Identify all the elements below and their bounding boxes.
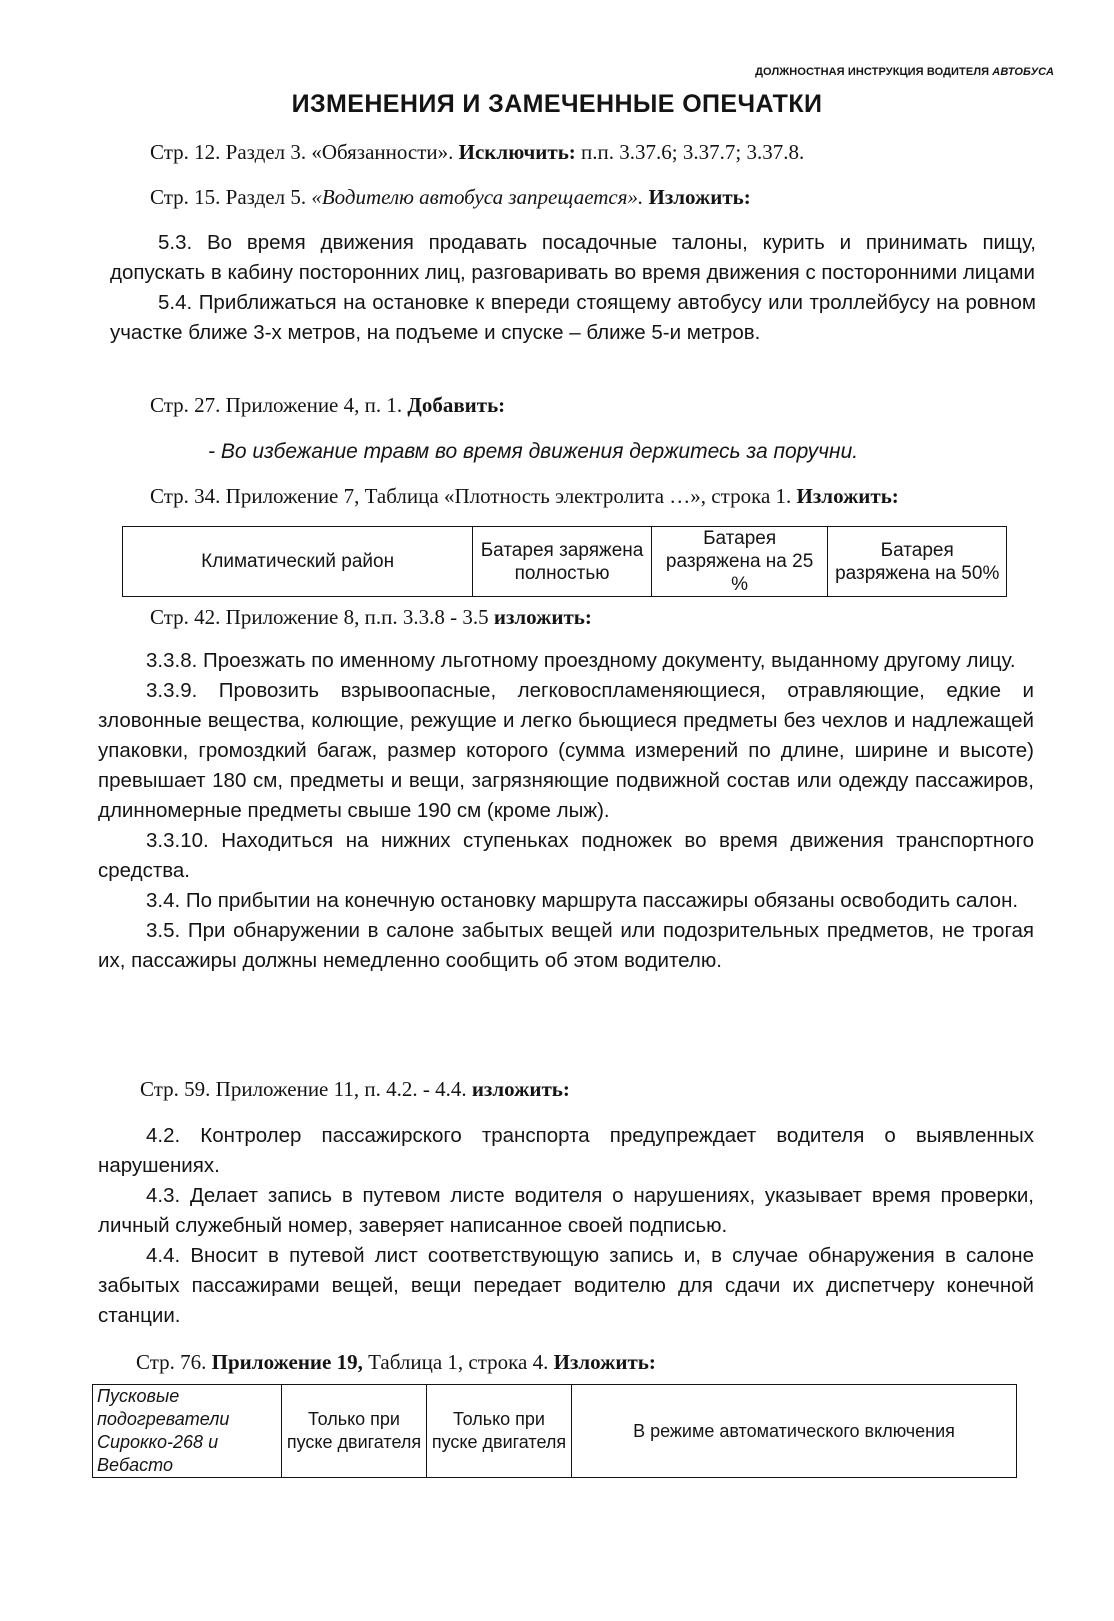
- ref-action: Изложить:: [553, 1350, 656, 1374]
- ref-tail: Таблица 1, строка 4.: [362, 1350, 554, 1374]
- table-cell-start-only-1: Только при пуске двигателя: [282, 1385, 427, 1478]
- table-cell-full: Батарея заряжена полностью: [473, 527, 652, 597]
- ref-text: Стр. 34. Приложение 7, Таблица «Плотность электролита …», строка 1.: [150, 484, 797, 508]
- running-header-italic: АВТОБУСА: [992, 66, 1054, 78]
- paragraph-4-4: 4.4. Вносит в путевой лист соответствующую запись и, в случае обнаружения в салоне забытых пассажирами вещей, вещи передает водителю для сдачи их диспетчеру конечной станции.: [98, 1244, 1034, 1327]
- ref-page-12: [150, 140, 804, 165]
- ref-page-34: [150, 484, 899, 509]
- paragraph-4-2: 4.2. Контролер пассажирского транспорта предупреждает водителя о выявленных нарушениях.: [98, 1124, 1034, 1177]
- paragraph-3-4: 3.4. По прибытии на конечную остановку маршрута пассажиры обязаны освободить салон.: [146, 889, 1019, 912]
- paragraph-3-3-8: 3.3.8. Проезжать по именному льготному проездному документу, выданному другому лицу.: [146, 649, 1016, 672]
- ref-action: Изложить:: [648, 185, 751, 209]
- ref-page-27: [150, 393, 505, 418]
- page-title: ИЗМЕНЕНИЯ И ЗАМЕЧЕННЫЕ ОПЕЧАТКИ: [291, 90, 823, 118]
- ref-text: Стр. 27. Приложение 4, п. 1.: [150, 393, 408, 417]
- table-row: [93, 1385, 1017, 1478]
- table-row: [123, 527, 1007, 597]
- ref-text: Стр. 76.: [136, 1350, 212, 1374]
- ref-action: Исключить:: [458, 140, 576, 164]
- paragraph-5-4: 5.4. Приближаться на остановке к впереди стоящему автобусу или троллейбусу на ровном участке ближе 3-х метров, на подъеме и спуске – ближе 5-и метров.: [110, 291, 1036, 344]
- ref-text: Стр. 59. Приложение 11, п. 4.2. - 4.4.: [140, 1077, 472, 1101]
- section-4-block: [98, 1121, 1034, 1331]
- ref-italic: «Водителю автобуса запрещается».: [311, 185, 644, 209]
- ref-text: Стр. 12. Раздел 3. «Обязанности».: [150, 140, 454, 164]
- running-header: [755, 66, 1054, 78]
- running-header-main: ДОЛЖНОСТНАЯ ИНСТРУКЦИЯ ВОДИТЕЛЯ: [755, 66, 990, 78]
- ref-page-59: [140, 1077, 570, 1102]
- section-5-block: [110, 228, 1036, 348]
- paragraph-4-3: 4.3. Делает запись в путевом листе водителя о нарушениях, указывает время проверки, личный служебный номер, заверяет написанное своей подписью.: [98, 1184, 1034, 1237]
- table-cell-start-only-2: Только при пуске двигателя: [427, 1385, 572, 1478]
- paragraph-5-3: 5.3. Во время движения продавать посадочные талоны, курить и принимать пищу, допускать в кабину посторонних лиц, разговаривать во время движения с посторонними лицами: [110, 231, 1036, 284]
- ref-page-42: [150, 605, 592, 630]
- ref-page-15: [150, 185, 751, 210]
- ref-action: Добавить:: [407, 393, 506, 417]
- electrolyte-table: [122, 526, 1007, 597]
- ref-action: изложить:: [471, 1077, 570, 1101]
- table-cell-25: Батарея разряжена на 25 %: [651, 527, 828, 597]
- table-cell-auto-mode: В режиме автоматического включения: [572, 1385, 1017, 1478]
- ref-action: изложить:: [493, 605, 592, 629]
- ref-text: Стр. 15. Раздел 5.: [150, 185, 312, 209]
- preheater-table: [92, 1384, 1017, 1478]
- section-3-block: [98, 646, 1034, 976]
- ref-tail: п.п. 3.37.6; 3.37.7; 3.37.8.: [575, 140, 805, 164]
- table-cell-50: Батарея разряжена на 50%: [828, 527, 1007, 597]
- ref-action: Изложить:: [796, 484, 899, 508]
- ref-bold: Приложение 19,: [211, 1350, 363, 1374]
- table-cell-climate: Климатический район: [123, 527, 473, 597]
- paragraph-3-3-10: 3.3.10. Находиться на нижних ступеньках подножек во время движения транспортного средства.: [98, 829, 1034, 882]
- table-cell-preheaters: Пусковые подогреватели Сирокко-268 и Вебасто: [93, 1385, 282, 1478]
- ref-page-76: [136, 1350, 656, 1375]
- handrail-note: - Во избежание травм во время движения держитесь за поручни.: [208, 440, 859, 463]
- paragraph-3-3-9: 3.3.9. Провозить взрывоопасные, легковоспламеняющиеся, отравляющие, едкие и зловонные вещества, колющие, режущие и легко бьющиеся предметы без чехлов и надлежащей упаковки, громоздкий багаж, размер которого (сумма измерений по длине, ширине и высоте) превышает 180 см, предметы и вещи, загрязняющие подвижной состав или одежду пассажиров, длинномерные предметы свыше 190 см (кроме лыж).: [98, 679, 1034, 822]
- paragraph-3-5: 3.5. При обнаружении в салоне забытых вещей или подозрительных предметов, не трогая их, пассажиры должны немедленно сообщить об этом водителю.: [98, 919, 1034, 972]
- ref-text: Стр. 42. Приложение 8, п.п. 3.3.8 - 3.5: [150, 605, 494, 629]
